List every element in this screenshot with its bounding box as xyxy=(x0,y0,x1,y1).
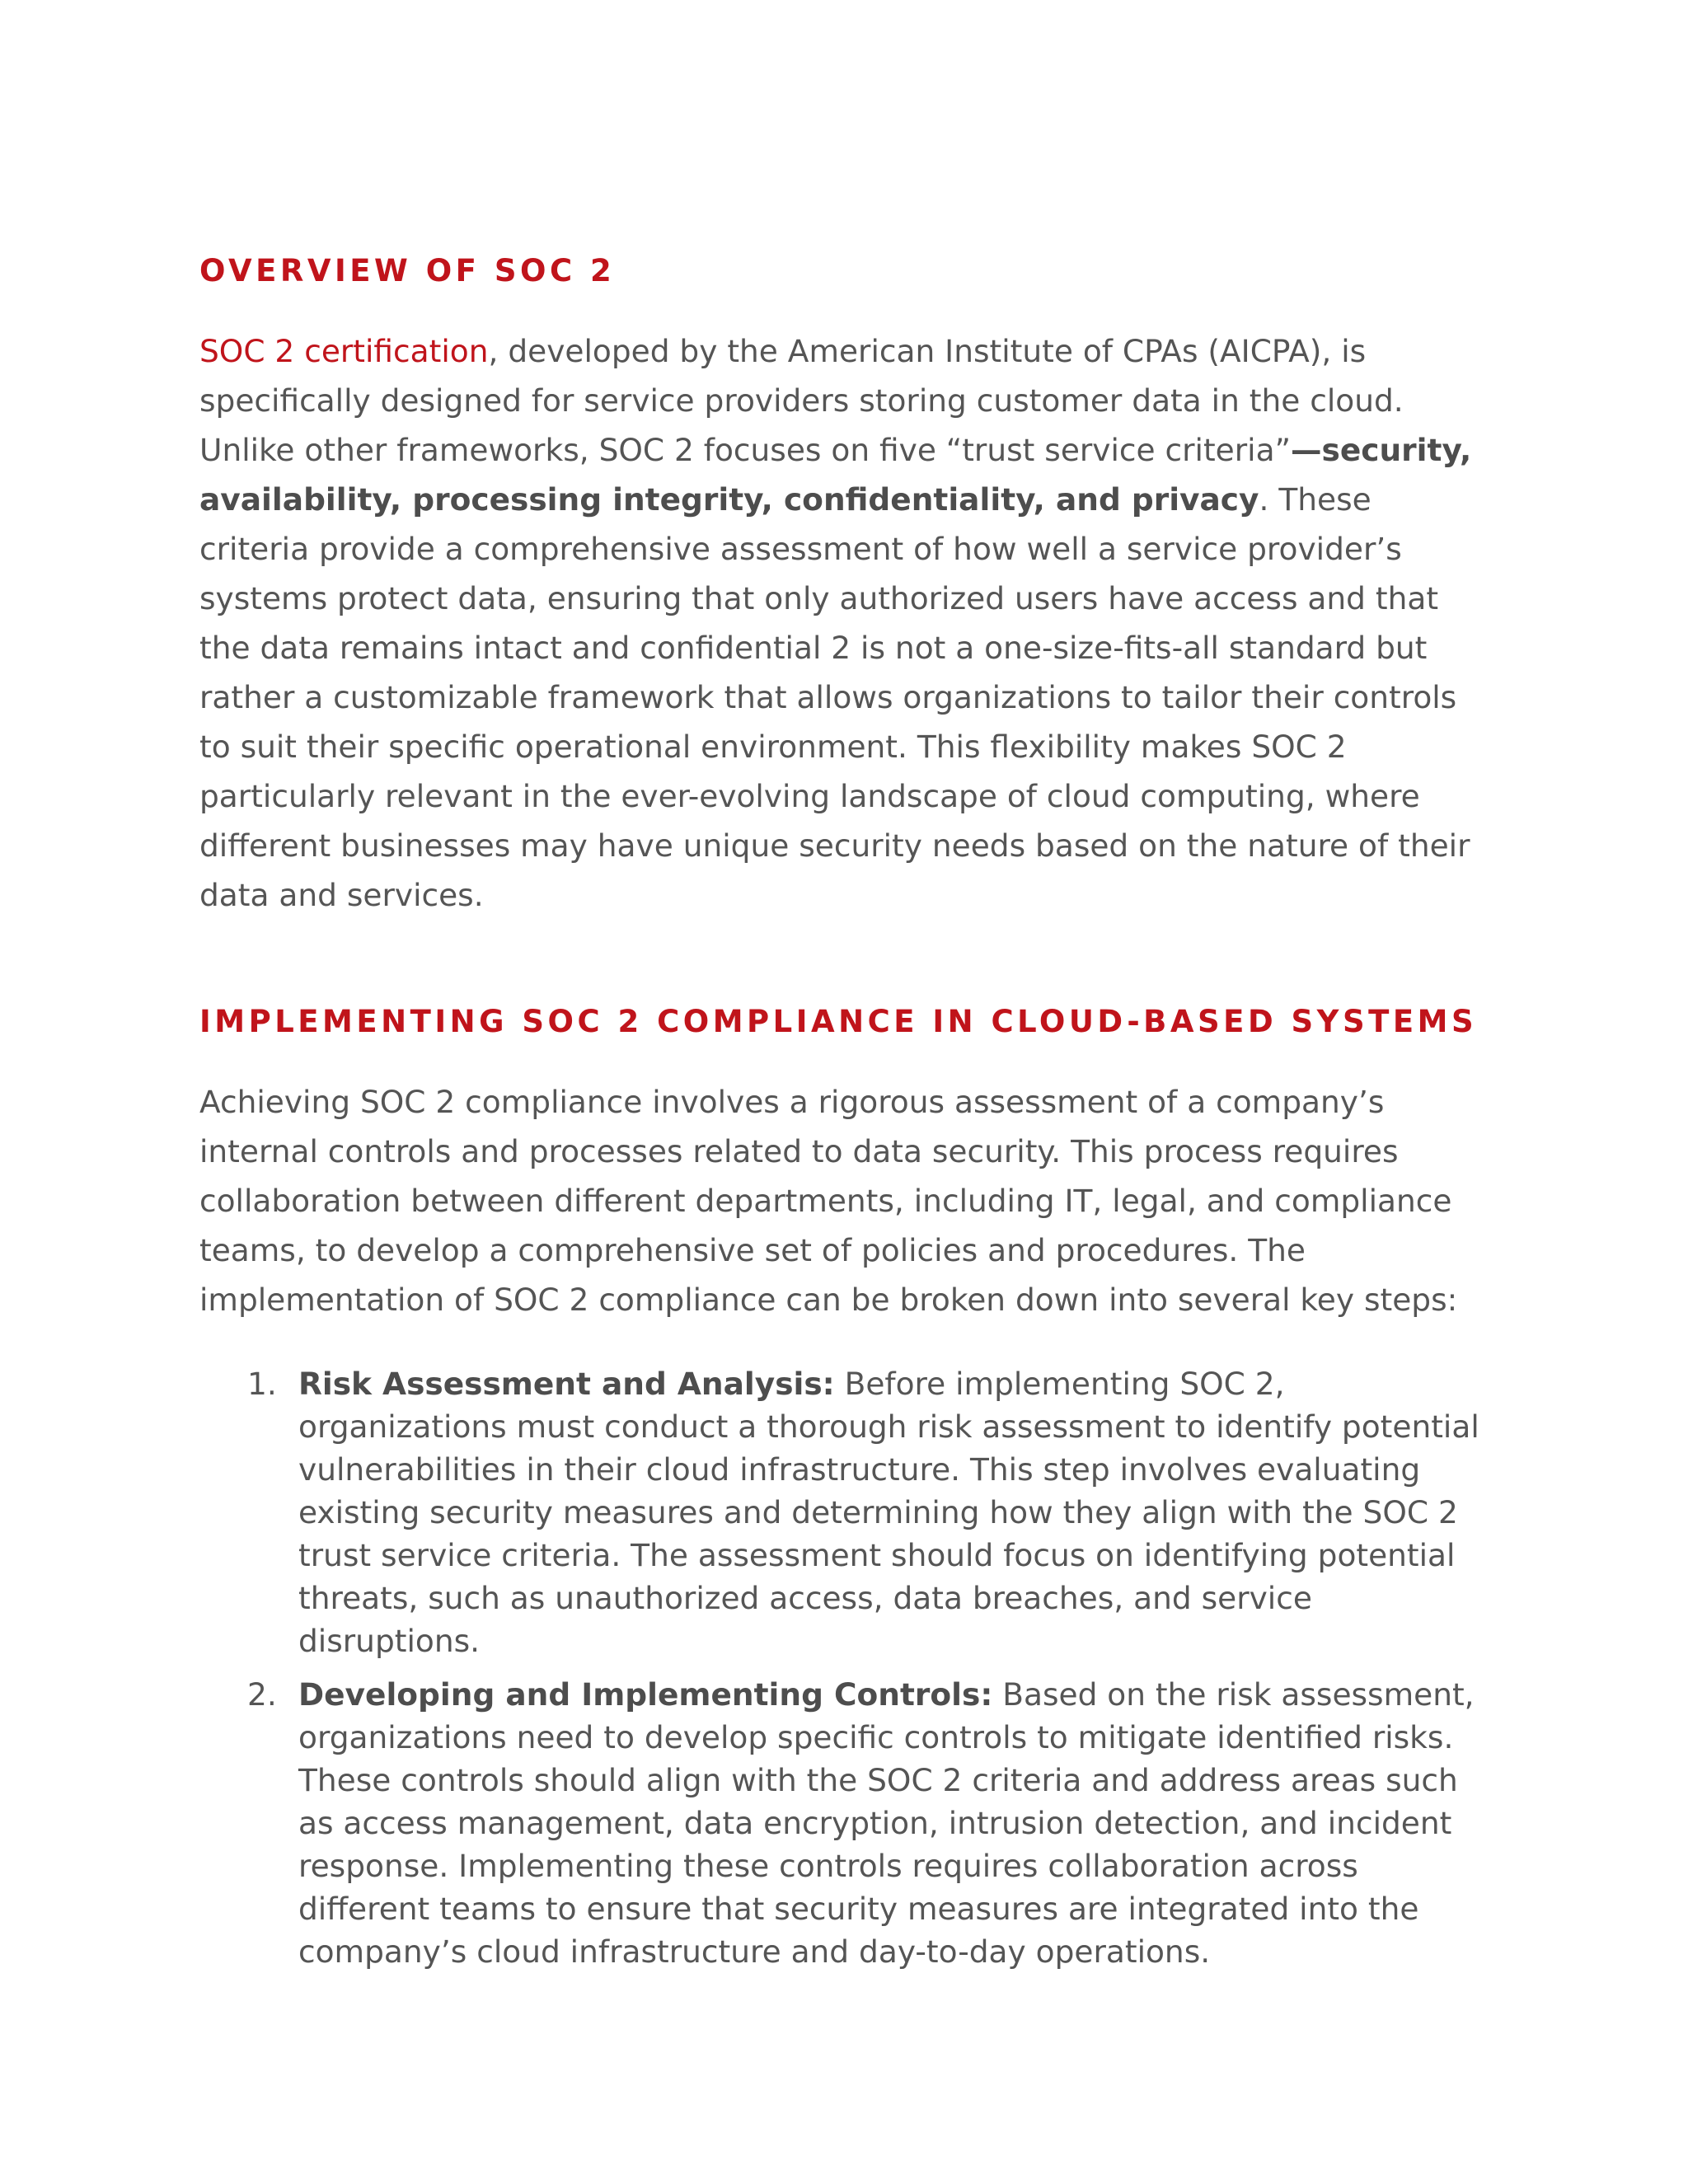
step-title: Developing and Implementing Controls: xyxy=(298,1676,993,1713)
list-item xyxy=(199,1362,1485,1662)
overview-text-part-1: , developed by the American Institute of CPAs (AICPA), is specifically designed for service providers storing customer data in the cloud. Unlike other frameworks, SOC 2 focuses on five “trust service criteria” xyxy=(199,333,1404,468)
section-heading-implementing: IMPLEMENTING SOC 2 COMPLIANCE IN CLOUD-BASED SYSTEMS xyxy=(199,1004,1478,1039)
list-item xyxy=(199,1673,1485,1973)
step-text: Before implementing SOC 2, organizations must conduct a thorough risk assessment to identify potential vulnerabilities in their cloud infrastructure. This step involves evaluating existing security measures and determining how they align with the SOC 2 trust service criteria. The assessment should focus on identifying potential threats, such as unauthorized access, data breaches, and service disruptions. xyxy=(298,1366,1479,1659)
soc2-certification-link[interactable]: SOC 2 certification xyxy=(199,333,489,369)
steps-list xyxy=(199,1362,1485,1984)
section-heading-overview: OVERVIEW OF SOC 2 xyxy=(199,253,616,288)
overview-paragraph xyxy=(199,326,1485,920)
step-text: Based on the risk assessment, organizations need to develop specific controls to mitigate identified risks. These controls should align with the SOC 2 criteria and address areas such as access management, data encryption, intrusion detection, and incident response. Implementing these controls requires collaboration across different teams to ensure that security measures are integrated into the company’s cloud infrastructure and day-to-day operations. xyxy=(298,1676,1475,1970)
overview-text-part-2: . These criteria provide a comprehensive assessment of how well a service provider’s systems protect data, ensuring that only authorized users have access and that the data remains intact and confidential 2 is not a one-size-fits-all standard but rather a customizable framework that allows organizations to tailor their controls to suit their specific operational environment. This flexibility makes SOC 2 particularly relevant in the ever-evolving landscape of cloud computing, where different businesses may have unique security needs based on the nature of their data and services. xyxy=(199,481,1470,913)
step-number: 1. xyxy=(247,1366,277,1402)
overview-bold-criteria: —security, availability, processing integrity, confidentiality, and privacy xyxy=(199,432,1472,518)
implementing-paragraph: Achieving SOC 2 compliance involves a rigorous assessment of a company’s internal controls and processes related to data security. This process requires collaboration between different departments, including IT, legal, and compliance teams, to develop a comprehensive set of policies and procedures. The implementation of SOC 2 compliance can be broken down into several key steps: xyxy=(199,1084,1458,1318)
step-number: 2. xyxy=(247,1676,277,1713)
step-title: Risk Assessment and Analysis: xyxy=(298,1366,835,1402)
